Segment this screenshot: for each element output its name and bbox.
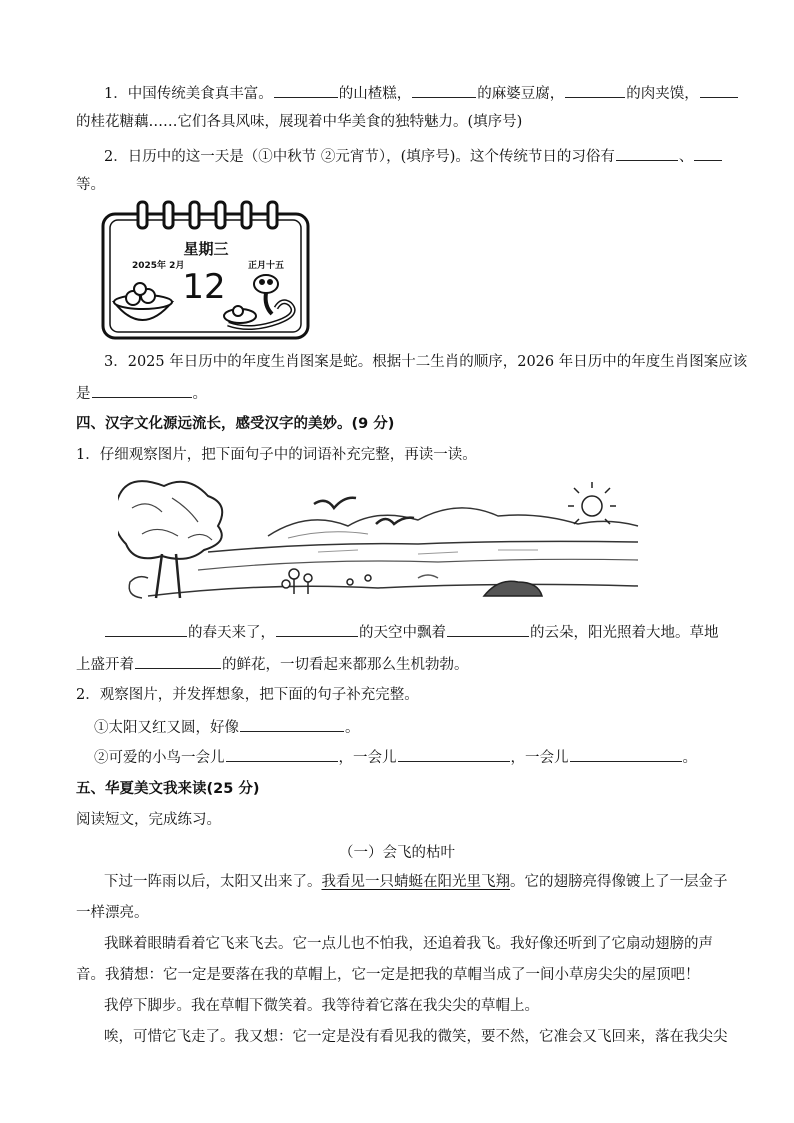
- q1-blank-3[interactable]: [565, 82, 625, 98]
- s4-q1-blank-1[interactable]: [105, 621, 187, 637]
- tree-icon: [118, 481, 222, 598]
- q2-option-2: ②元宵节: [320, 149, 379, 165]
- s4-q1-blank-3[interactable]: [447, 621, 529, 637]
- s4-q2-blank-1[interactable]: [240, 716, 344, 732]
- passage-p1-line-1: [104, 872, 728, 892]
- q1-text-b: 的山楂糕，: [338, 86, 412, 102]
- rock-icon: [484, 581, 542, 596]
- calendar-weekday: 星期三: [183, 240, 229, 258]
- s4-q1-blank-2[interactable]: [276, 621, 358, 637]
- q2-blank-2[interactable]: [694, 145, 722, 161]
- q2-blank-1[interactable]: [616, 145, 678, 161]
- s4-q1-blank-4[interactable]: [135, 653, 221, 669]
- q2-sep: 、: [678, 149, 694, 165]
- bird-icon: [314, 498, 356, 508]
- s4-q1-prompt: 1．仔细观察图片，把下面句子中的词语补充完整，再读一读。: [76, 447, 477, 463]
- q1-text-d: 的肉夹馍，: [626, 86, 699, 102]
- s4-q2-item2-end: 。: [682, 750, 697, 766]
- q1-text-c: 的麻婆豆腐，: [477, 86, 565, 102]
- s4-q1-text-e: 上盛开着: [76, 657, 134, 673]
- calendar-year-month: 2025年 2月: [132, 261, 185, 271]
- section-4-heading: 四、汉字文化源远流长，感受汉字的美妙。(9 分): [76, 416, 395, 432]
- q2-text-a: 2．日历中的这一天是（: [104, 149, 259, 165]
- s5-intro: 阅读短文，完成练习。: [76, 812, 221, 828]
- s4-q2-prompt: 2．观察图片，并发挥想象，把下面的句子补充完整。: [76, 687, 419, 703]
- passage-p1-line-2: 一样漂亮。: [76, 905, 149, 921]
- s4-q2-item2-text-c: ，一会儿: [510, 750, 569, 766]
- s4-q1-sentence-2: [76, 653, 469, 675]
- q1-blank-2[interactable]: [412, 82, 476, 98]
- s4-q2-item1-text: ①太阳又红又圆，好像: [94, 720, 239, 736]
- s4-q2-blank-2[interactable]: [226, 746, 338, 762]
- calendar-lunar-date: 正月十五: [248, 261, 285, 271]
- q3-blank[interactable]: [92, 382, 192, 398]
- q1-blank-4[interactable]: [700, 82, 738, 98]
- q2-line-1: [104, 145, 723, 167]
- calendar-day: 12: [182, 267, 226, 307]
- q2-option-1: ①中秋节: [258, 149, 317, 165]
- bird-icon: [376, 518, 414, 524]
- q3-text-a: 是: [76, 386, 91, 402]
- s4-q2-item1-end: 。: [345, 720, 360, 736]
- passage-p1-text-a: 下过一阵雨以后，太阳又出来了。: [104, 874, 322, 890]
- s4-q1-text-f: 的鲜花，一切看起来都那么生机勃勃。: [222, 657, 469, 673]
- passage-title: （一）会飞的枯叶: [339, 845, 455, 861]
- q1-text-a: 1．中国传统美食真丰富。: [104, 86, 273, 102]
- s4-q1-text-d: 的云朵，阳光照着大地。草地: [530, 625, 719, 641]
- q2-line-2: 等。: [76, 177, 105, 193]
- q1-blank-1[interactable]: [274, 82, 338, 98]
- passage-p3: 我停下脚步。我在草帽下微笑着。我等待着它落在我尖尖的草帽上。: [104, 998, 539, 1014]
- section-5-heading: 五、华夏美文我来读(25 分): [76, 781, 260, 797]
- s4-q2-item-2: [94, 746, 697, 768]
- flowers-icon: [282, 569, 371, 594]
- q1-line-2: 的桂花糖藕……它们各具风味，展现着中华美食的独特魅力。(填序号): [76, 114, 523, 130]
- passage-p2-line-2: 音。我猜想：它一定是要落在我的草帽上，它一定是把我的草帽当成了一间小草房尖尖的屋顶吧！: [76, 967, 700, 983]
- q2-text-b: ），(填序号)。这个传统节日的习俗有: [378, 149, 615, 165]
- q3-text-b: 。: [192, 386, 207, 402]
- sun-icon: [568, 482, 616, 524]
- passage-p4: 唉，可惜它飞走了。我又想：它一定是没有看见我的微笑，要不然，它准会又飞回来，落在我尖尖: [104, 1029, 728, 1045]
- q1-line-1: [104, 82, 739, 104]
- s4-q1-text-b: 的春天来了，: [188, 625, 275, 641]
- calendar-image: [100, 198, 312, 342]
- spring-landscape-image: [118, 478, 648, 608]
- s4-q2-item2-text-b: ，一会儿: [338, 750, 397, 766]
- s4-q2-item2-text-a: ②可爱的小鸟一会儿: [94, 750, 225, 766]
- passage-underlined-sentence: 我看见一只蜻蜓在阳光里飞翔: [321, 874, 510, 890]
- s4-q2-blank-4[interactable]: [570, 746, 682, 762]
- s4-q1-text-c: 的天空中飘着: [359, 625, 446, 641]
- q3-line-2: [76, 382, 207, 404]
- q3-line-1: 3．2025 年日历中的年度生肖图案是蛇。根据十二生肖的顺序，2026 年日历中的年度生肖图案应该: [104, 354, 748, 370]
- s4-q2-item-1: [94, 716, 360, 738]
- passage-p2-line-1: 我眯着眼睛看着它飞来飞去。它一点儿也不怕我，还追着我飞。我好像还听到了它扇动翅膀的声: [104, 936, 713, 952]
- s4-q1-sentence-1: [104, 621, 719, 643]
- s4-q2-blank-3[interactable]: [398, 746, 510, 762]
- passage-p1-text-b: 。它的翅膀亮得像镀上了一层金子: [510, 874, 728, 890]
